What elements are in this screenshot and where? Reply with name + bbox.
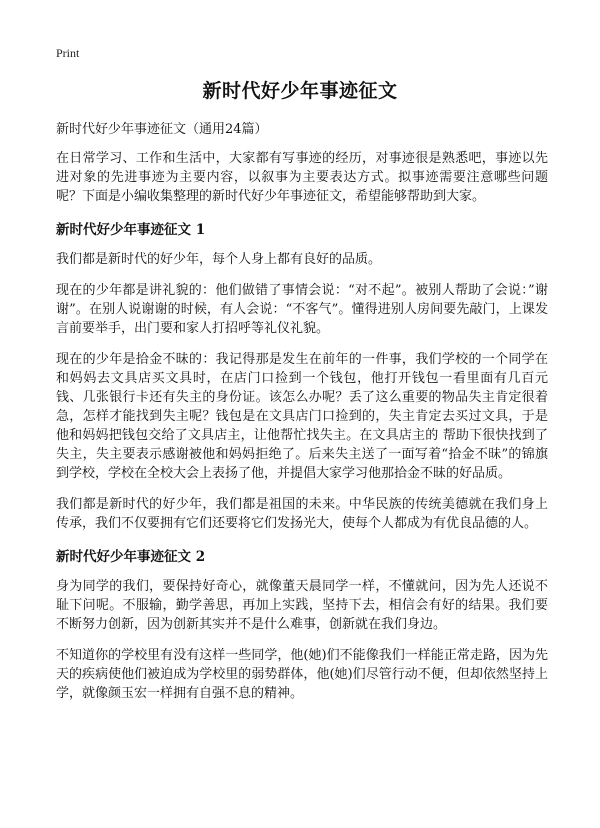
section-heading-1: 新时代好少年事迹征文 1 — [56, 222, 206, 238]
section-1-paragraph-4: 我们都是新时代的好少年，我们都是祖国的未来。中华民族的传统美德就在我们身上传承，我们不仅要拥有它们还要将它们发扬光大，使每个人都成为有优良品德的人。 — [56, 497, 548, 531]
section-1-paragraph-1: 我们都是新时代的好少年，每个人身上都有良好的品质。 — [56, 252, 382, 267]
section-heading-2: 新时代好少年事迹征文 2 — [56, 549, 206, 565]
section-1-paragraph-2: 现在的少年都是讲礼貌的：他们做错了事情会说：“对不起”。被别人帮助了会说：”谢谢”。在别人说谢谢的时候，有人会说：“不客气”。懂得进别人房间要先敲门，上课发言前要举手，出门要和家人打招呼等礼仪礼貌。 — [56, 283, 548, 336]
section-2-paragraph-1: 身为同学的我们，要保持好奇心，就像董天晨同学一样，不懂就问，因为先人还说不耻下问呢。不服输，勤学善思，再加上实践，坚持下去，相信会有好的结果。我们要不断努力创新，因为创新其实并不是什么难事，创新就在我们身边。 — [56, 579, 548, 632]
intro-paragraph: 在日常学习、工作和生活中，大家都有写事迹的经历，对事迹很是熟悉吧，事迹以先进对象的先进事迹为主要内容，以叙事为主要表达方式。拟事迹需要注意哪些问题呢？下面是小编收集整理的新时代好少年事迹征文，希望能够帮助到大家。 — [56, 151, 548, 204]
section-2-paragraph-2: 不知道你的学校里有没有这样一些同学，他(她)们不能像我们一样能正常走路，因为先天的疾病使他们被迫成为学校里的弱势群体，他(她)们尽管行动不便，但却依然坚持上学，就像颜玉宏一样拥有自强不息的精神。 — [56, 648, 548, 701]
page-title: 新时代好少年事迹征文 — [202, 80, 398, 102]
article-body — [56, 120, 548, 715]
print-link[interactable]: Print — [56, 46, 80, 60]
section-1-paragraph-3: 现在的少年是拾金不昧的：我记得那是发生在前年的一件事，我们学校的一个同学在和妈妈去文具店买文具时，在店门口捡到一个钱包，他打开钱包一看里面有几百元钱、几张银行卡还有失主的身份证。该怎么办呢？丢了这么重要的物品失主肯定很着急，怎样才能找到失主呢？钱包是在文具店门口捡到的，失主肯定去买过文具，于是他和妈妈把钱包交给了文具店主，让他帮忙找失主。在文具店主的 帮助下很快找到了失主，失主要表示感谢被他和妈妈拒绝了。后来失主送了一面写着“拾金不昧”的锦旗到学校，学校在全校大会上表扬了他，并提倡大家学习他那拾金不昧的好品质。 — [56, 352, 548, 481]
article-subtitle: 新时代好少年事迹征文（通用24篇） — [56, 122, 268, 137]
